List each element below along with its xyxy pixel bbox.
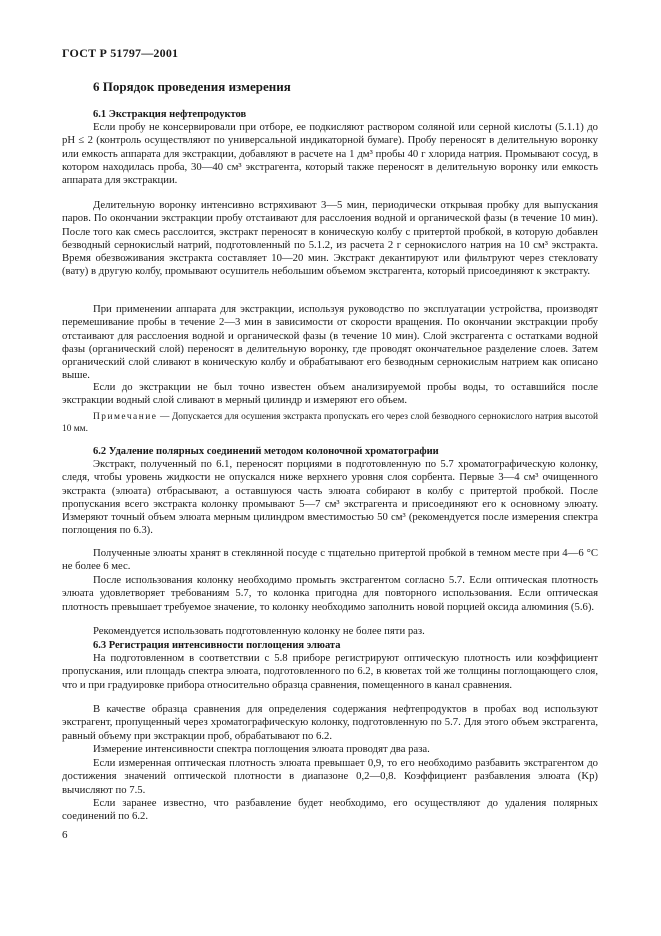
note xyxy=(62,411,598,435)
note-label: Примечание xyxy=(93,412,158,422)
paragraph-6-1-2: Делительную воронку интенсивно встряхивают 3—5 мин, периодически открывая пробку для выпускания паров. По окончании экстракции пробу отстаивают для расслоения водной и органической фазы (в течение 10 мин). После того как смесь расслоится, экстракт переносят в коническую колбу с притертой пробкой, в которую добавлен безводный сернокислый натрий, подготовленный по 5.1.2, из расчета 2 г сернокислого натрия на 10 см³ экстракта. Время обезвоживания экстракта составляет 10—20 мин. Экстракт декантируют или фильтруют через стекловату (вату) в другую колбу, промывают осушитель небольшим объемом экстрагента, который присоединяют к экстракту. xyxy=(62,199,598,278)
paragraph-6-2-3: После использования колонку необходимо промыть экстрагентом согласно 5.7. Если оптическая плотность элюата удовлетворяет требованиям 5.7, то колонка пригодна для повторного использования. Если оптическая плотность превышает требуемое значение, то колонку необходимо заполнить новой порцией оксида алюминия (5.6). xyxy=(62,574,598,613)
paragraph-6-2-1: Экстракт, полученный по 6.1, переносят порциями в подготовленную по 5.7 хроматографическую колонку, следя, чтобы уровень жидкости не опускался ниже верхнего уровня слоя сорбента. Первые 3—4 см³ очищенного экстракта (элюата) отбрасывают, а оставшуюся часть элюата собирают в колбу с притертой пробкой. После пропускания всего экстракта колонку промывают 5—7 см³ экстрагента и присоединяют его к основному элюату. Измеряют точный объем элюата мерным цилиндром вместимостью 50 см³ (рекомендуется после измерения спектра поглощения по 6.3). xyxy=(62,458,598,537)
subsection-6-1-title: 6.1 Экстракция нефтепродуктов xyxy=(93,109,247,120)
standard-header: ГОСТ Р 51797—2001 xyxy=(62,46,179,60)
section-title: 6 Порядок проведения измерения xyxy=(93,79,291,94)
page-number: 6 xyxy=(62,829,68,841)
paragraph-6-3-1: На подготовленном в соответствии с 5.8 приборе регистрируют оптическую плотность или коэффициент пропускания, или площадь спектра элюата, подготовленного по 6.2, в кюветах той же толщины поглощающего слоя, что и при градуировке прибора относительно образца сравнения, помещенного в канал сравнения. xyxy=(62,652,598,691)
paragraph-6-3-2: В качестве образца сравнения для определения содержания нефтепродуктов в пробах вод используют экстрагент, пропущенный через хроматографическую колонку, подготовленную по 5.7. Для этого объем экстрагента, равный объему при экстракции проб, обрабатывают по 6.2. xyxy=(62,703,598,742)
paragraph-6-3-4: Если измеренная оптическая плотность элюата превышает 0,9, то его необходимо разбавить экстрагентом до достижения значений оптической плотности в диапазоне 0,2—0,8. Коэффициент разбавления элюата (Kр) вычисляют по 7.5. xyxy=(62,757,598,796)
paragraph-6-2-4: Рекомендуется использовать подготовленную колонку не более пяти раз. xyxy=(93,625,425,637)
note-text: — Допускается для осушения экстракта пропускать его через слой безводного сернокислого натрия высотой 10 мм. xyxy=(62,412,598,434)
paragraph-6-1-4: Если до экстракции не был точно известен объем анализируемой пробы воды, то оставшийся после экстракции водный слой сливают в мерный цилиндр и измеряют его объем. xyxy=(62,381,598,407)
paragraph-6-3-3: Измерение интенсивности спектра поглощения элюата проводят два раза. xyxy=(93,743,430,755)
subsection-6-3-title: 6.3 Регистрация интенсивности поглощения элюата xyxy=(93,640,341,651)
paragraph-6-1-3: При применении аппарата для экстракции, используя руководство по эксплуатации устройства, производят перемешивание пробы в течение 2—3 мин в зависимости от скорости вращения. По окончании экстракции пробу отстаивают для расслоения водной и органической фазы (в течение 10 мин). Слой экстрагента с остатками водной фазы (органический слой) переносят в делительную воронку, где проводят окончательное разделение слоев. Затем органический слой сливают в коническую колбу и обрабатывают его безводным сернокислым натрием как описано выше. xyxy=(62,303,598,382)
paragraph-6-2-2: Полученные элюаты хранят в стеклянной посуде с тщательно притертой пробкой в темном месте при 4—6 °С не более 6 мес. xyxy=(62,547,598,573)
subsection-6-2-title: 6.2 Удаление полярных соединений методом колоночной хроматографии xyxy=(93,446,439,457)
paragraph-6-1-1: Если пробу не консервировали при отборе, ее подкисляют раствором соляной или серной кислоты (5.1.1) до pH ≤ 2 (контроль осуществляют по универсальной индикаторной бумаге). Пробу переносят в делительную воронку или емкость аппарата для экстракции, добавляют в расчете на 1 дм³ пробы 40 г хлорида натрия. Промывают сосуд, в котором находилась проба, 30—40 см³ экстрагента, который также переносят в делительную воронку или емкость аппарата для экстракции. xyxy=(62,121,598,187)
paragraph-6-3-5: Если заранее известно, что разбавление будет необходимо, его осуществляют до удаления полярных соединений по 6.2. xyxy=(62,797,598,823)
